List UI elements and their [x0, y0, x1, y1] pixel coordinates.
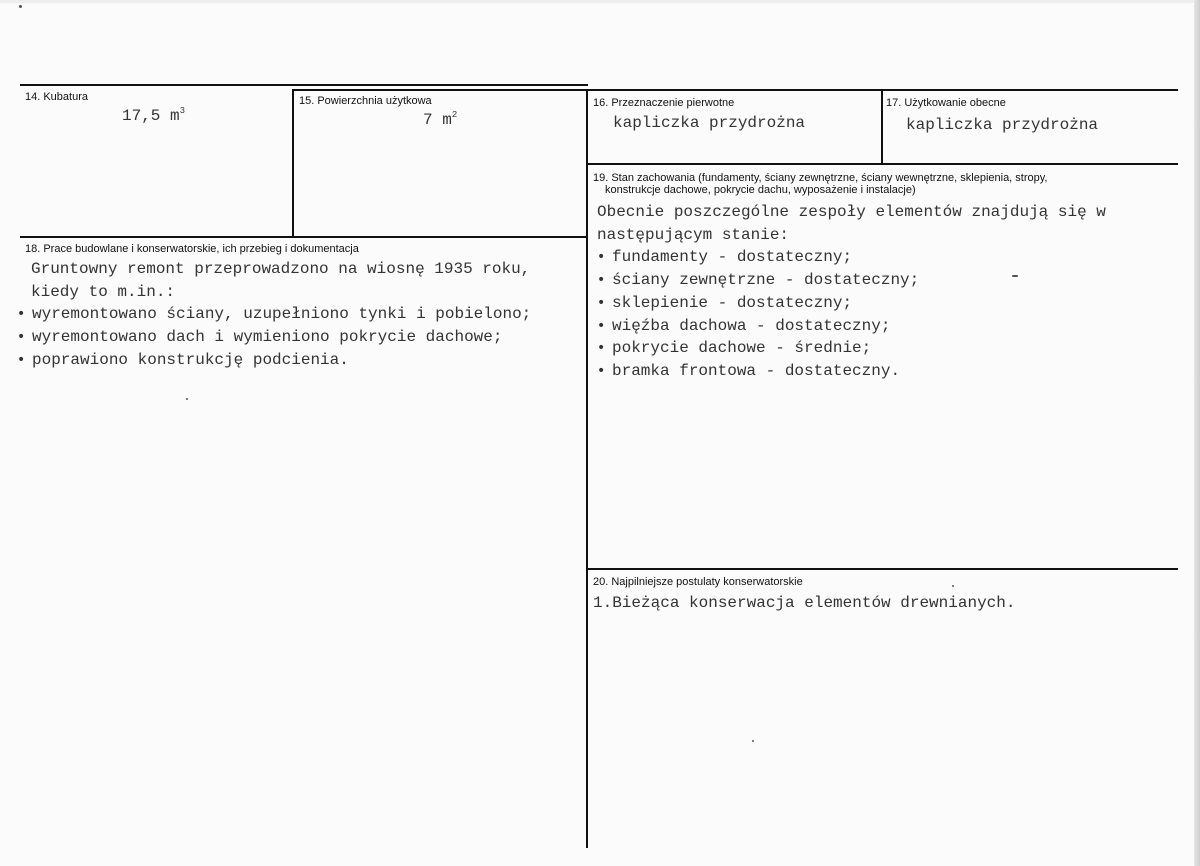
bullet-dot-icon: • — [597, 272, 606, 289]
list-item: 1.Bieżąca konserwacja elementów drewnianych. — [593, 594, 1016, 612]
field14-label: 14. Kubatura — [25, 91, 88, 103]
field18-content — [17, 258, 532, 372]
list-item-text: sklepienie - dostateczny; — [612, 293, 853, 312]
list-item — [597, 292, 1106, 315]
bullet-dot-icon: • — [597, 317, 606, 334]
rule-top-right — [588, 89, 1178, 91]
list-item — [597, 337, 1106, 360]
list-item — [597, 246, 1106, 269]
list-item — [17, 349, 531, 372]
scan-top-edge — [0, 0, 1200, 3]
scan-speck — [1012, 275, 1018, 277]
list-item-text: bramka frontowa - dostateczny. — [612, 361, 901, 380]
field20-content — [593, 592, 1015, 615]
scan-speck — [19, 5, 22, 8]
list-item — [17, 326, 531, 349]
field18-intro-line: Gruntowny remont przeprowadzono na wiosnę 1935 roku, — [31, 260, 531, 278]
rule-top-mid — [294, 89, 588, 91]
rule-divider-14-15 — [292, 89, 294, 237]
field16-value: kapliczka przydrożna — [613, 114, 806, 132]
list-item-text: poprawiono konstrukcję podcienia. — [32, 350, 349, 369]
field14-value — [122, 107, 185, 125]
field19-label-line1: 19. Stan zachowania (fundamenty, ściany zewnętrzne, ściany wewnętrzne, sklepienia, stropy, — [593, 172, 1048, 184]
list-item-text: więźba dachowa - dostateczny; — [612, 316, 891, 335]
field20-label: 20. Najpilniejsze postulaty konserwatorskie — [593, 576, 803, 588]
rule-divider-16-17 — [881, 89, 883, 165]
list-item-text: wyremontowano dach i wymieniono pokrycie dachowe; — [32, 328, 503, 347]
scan-right-edge — [1194, 0, 1200, 866]
bullet-dot-icon: • — [597, 249, 606, 266]
field15-label: 15. Powierzchnia użytkowa — [299, 95, 432, 107]
rule-field20-top — [586, 568, 1178, 570]
scan-speck — [952, 585, 954, 587]
field19-intro-line: Obecnie poszczególne zespoły elementów znajdują się w — [597, 203, 1106, 221]
field18-intro-line: kiedy to m.in.: — [31, 282, 176, 301]
list-item — [597, 315, 1106, 338]
list-item-text: ściany zewnętrzne - dostateczny; — [612, 271, 920, 290]
field14-value-text: 17,5 m — [122, 107, 180, 125]
field14-exponent: 3 — [179, 106, 186, 116]
field18-label: 18. Prace budowlane i konserwatorskie, ich przebieg i dokumentacja — [25, 243, 359, 255]
list-item — [597, 360, 1106, 383]
rule-field19-top — [588, 163, 1178, 165]
list-item-text: wyremontowano ściany, uzupełniono tynki i pobielono; — [32, 305, 532, 324]
field15-value — [423, 111, 457, 129]
bullet-dot-icon: • — [597, 340, 606, 357]
field17-label: 17. Użytkowanie obecne — [886, 97, 1006, 109]
field19-intro-line: następującym stanie: — [597, 225, 790, 244]
field15-value-text: 7 m — [423, 111, 452, 129]
field19-label — [593, 172, 1048, 196]
list-item-text: fundamenty - dostateczny; — [612, 248, 853, 267]
field15-exponent: 2 — [451, 110, 458, 120]
rule-center-divider — [586, 89, 588, 848]
scan-speck — [752, 740, 754, 742]
bullet-dot-icon: • — [17, 306, 26, 323]
field19-label-line2: konstrukcje dachowe, pokrycie dachu, wyposażenie i instalacje) — [605, 184, 916, 196]
field17-value: kapliczka przydrożna — [906, 116, 1099, 134]
field16-label: 16. Przeznaczenie pierwotne — [593, 97, 735, 109]
rule-top-left — [20, 84, 588, 86]
field19-content — [597, 201, 1106, 383]
bullet-dot-icon: • — [17, 351, 26, 368]
bullet-dot-icon: • — [17, 329, 26, 346]
list-item-text: pokrycie dachowe - średnie; — [612, 339, 872, 358]
scan-speck — [186, 398, 188, 400]
rule-field18-top — [20, 236, 588, 238]
bullet-dot-icon: • — [597, 294, 606, 311]
bullet-dot-icon: • — [597, 362, 606, 379]
list-item — [597, 269, 1106, 292]
list-item — [17, 303, 531, 326]
